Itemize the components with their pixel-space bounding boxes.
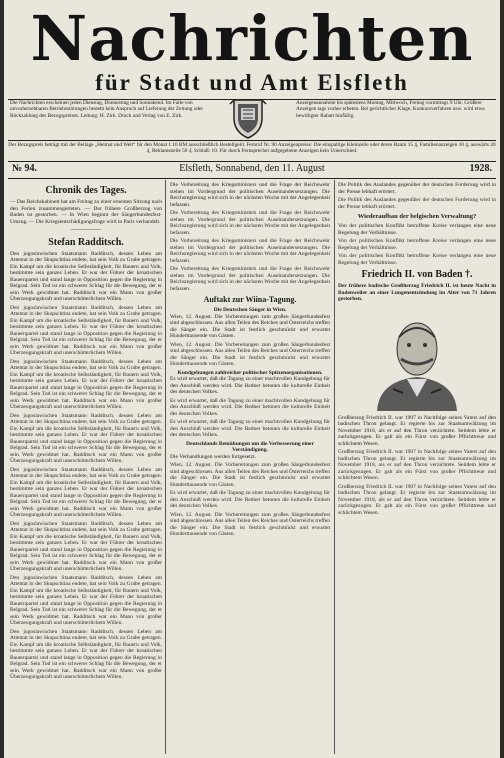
advertising-info: Anzeigenannahme bis spätestens Montag, Mittwoch, Freitag vormittags 9 Uhr. Größere Anzeigen tags vorher erbeten. Bei gerichtlicher Klage, Konkursverfahren usw. wird etwa bewilligter Rabatt hinfällig. [296, 100, 485, 119]
article-text: Großherzog Friedrich II. war 1907 in Nachfolge seines Vaters auf den badischen Thron gelangt. Er regierte bis zur Staatsumwälzung im November 1918, als er auf den Thron verzichtete. Seitdem lebte er zurückgezogen. Er galt als ein Fürst von großer Pflichttreue und schlichtem Wesen. [338, 483, 496, 516]
article-text: Den jugoslawischen Staatsmann Radditsch, dessen Leben am Attentat in der Skupschtina endete, hat sein Volk zu Grabe getragen. Ein Kampf um die kroatische Selbständigkeit, für Bauern und Volk, bestimmte sein ganzes Leben. Er war der Führer der kroatischen Bauernpartei und stand lange in Opposition gegen die Regierung in Belgrad. Sein Tod ist ein schwerer Schlag für die Bewegung, der er sein Werk gewidmet hat. Radditsch war ein Mann von großer Überzeugungskraft und unerschütterlichem Willen. [10, 358, 162, 410]
masthead-subtitle: für Stadt und Amt Elsfleth [95, 70, 409, 95]
article-text: Die Vorbereitung des Kriegsministers und die Frage der Reichswehr stehen im Vordergrund der politischen Auseinandersetzungen. Die Reichsregierung wird sich in der nächsten Woche mit der Angelegenheit befassen. [170, 266, 330, 292]
article-text: Großherzog Friedrich II. war 1907 in Nachfolge seines Vaters auf den badischen Thron gelangt. Er regierte bis zur Staatsumwälzung im November 1918, als er auf den Thron verzichtete. Seitdem lebte er zurückgezogen. Er galt als ein Fürst von großer Pflichttreue und schlichtem Wesen. [338, 414, 496, 447]
subheadline: Die Deutschen Sänger in Wien. [213, 307, 287, 313]
newspaper-page [4, 0, 500, 758]
headline-belgium: Wiederaufbau der belgischen Verwaltung? [357, 213, 477, 220]
article-text: — Das Reichskabinett hat am Freitag zu einer erneuten Sitzung nach den Ferien zusammengetreten. — Der frühere Großherzog von Baden ist gestorben. — In Wien beginnt der Sängerbundesfest-Umzug. — Die Kriegsentschädigungsfrage wird in Paris verhandelt. [10, 199, 162, 225]
divider [8, 161, 496, 162]
article-text: Es wird erwartet, daß die Tagung zu einer machtvollen Kundgebung für den Anschluß werden wird. Die Redner betonen die kulturelle Einheit des deutschen Volkes. [170, 419, 330, 438]
subheadline: Kundgebungen zahlreicher politischer Spitzenorganisationen. [177, 369, 323, 376]
column-left: Chronik des Tages. — Das Reichskabinett hat am Freitag zu einer erneuten Sitzung nach den Ferien zusammengetreten. — Der frühere Großherzog von Baden ist gestorben. — In Wien beginnt der Sängerbundesfest-Umzug. — Die Kriegsentschädigungsfrage wird in Paris verhandelt. ————— Stefan Radditsch. Den jugoslawischen Staatsmann Radditsch, dessen Leben am Attentat in der Skupschtina endete, hat sein Volk zu Grabe getragen. Ein Kampf um die kroatische Selbständigkeit, für Bauern und Volk, bestimmte sein ganzes Leben. Er war der Führer der kroatischen Bauernpartei und stand lange in Opposition gegen die Regierung in Belgrad. Sein Tod ist ein schwerer Schlag für die Bewegung, der er sein Werk gewidmet hat. Radditsch war ein Mann von großer Überzeugungskraft und unerschütterlichem Willen. Den jugoslawischen Staatsmann Radditsch, dessen Leben am Attentat in der Skupschtina endete, hat sein Volk zu Grabe getragen. Ein Kampf um die kroatische Selbständigkeit, für Bauern und Volk, bestimmte sein ganzes Leben. Er war der Führer der kroatischen Bauernpartei und stand lange in Opposition gegen die Regierung in Belgrad. Sein Tod ist ein schwerer Schlag für die Bewegung, der er sein Werk gewidmet hat. Radditsch war ein Mann von großer Überzeugungskraft und unerschütterlichem Willen. Den jugoslawischen Staatsmann Radditsch, dessen Leben am Attentat in der Skupschtina endete, hat sein Volk zu Grabe getragen. Ein Kampf um die kroatische Selbständigkeit, für Bauern und Volk, bestimmte sein ganzes Leben. Er war der Führer der kroatischen Bauernpartei und stand lange in Opposition gegen die Regierung in Belgrad. Sein Tod ist ein schwerer Schlag für die Bewegung, der er sein Werk gewidmet hat. Radditsch war ein Mann von großer Überzeugungskraft und unerschütterlichem Willen. Den jugoslawischen Staatsmann Radditsch, dessen Leben am Attentat in der Skupschtina endete, hat sein Volk zu Grabe getragen. Ein Kampf um die kroatische Selbständigkeit, für Bauern und Volk, bestimmte sein ganzes Leben. Er war der Führer der kroatischen Bauernpartei und stand lange in Opposition gegen die Regierung in Belgrad. Sein Tod ist ein schwerer Schlag für die Bewegung, der er sein Werk gewidmet hat. Radditsch war ein Mann von großer Überzeugungskraft und unerschütterlichem Willen. Den jugoslawischen Staatsmann Radditsch, dessen Leben am Attentat in der Skupschtina endete, hat sein Volk zu Grabe getragen. Ein Kampf um die kroatische Selbständigkeit, für Bauern und Volk, bestimmte sein ganzes Leben. Er war der Führer der kroatischen Bauernpartei und stand lange in Opposition gegen die Regierung in Belgrad. Sein Tod ist ein schwerer Schlag für die Bewegung, der er sein Werk gewidmet hat. Radditsch war ein Mann von großer Überzeugungskraft und unerschütterlichem Willen. Den jugoslawischen Staatsmann Radditsch, dessen Leben am Attentat in der Skupschtina endete, hat sein Volk zu Grabe getragen. Ein Kampf um die kroatische Selbständigkeit, für Bauern und Volk, bestimmte sein ganzes Leben. Er war der Führer der kroatischen Bauernpartei und stand lange in Opposition gegen die Regierung in Belgrad. Sein Tod ist ein schwerer Schlag für die Bewegung, der er sein Werk gewidmet hat. Radditsch war ein Mann von großer Überzeugungskraft und unerschütterlichem Willen. Den jugoslawischen Staatsmann Radditsch, dessen Leben am Attentat in der Skupschtina endete, hat sein Volk zu Grabe getragen. Ein Kampf um die kroatische Selbständigkeit, für Bauern und Volk, bestimmte sein ganzes Leben. Er war der Führer der kroatischen Bauernpartei und stand lange in Opposition gegen die Regierung in Belgrad. Sein Tod ist ein schwerer Schlag für die Bewegung, der er sein Werk gewidmet hat. Radditsch war ein Mann von großer Überzeugungskraft und unerschütterlichem Willen. Den jugoslawischen Staatsmann Radditsch, dessen Leben am Attentat in der Skupschtina endete, hat sein Volk zu Grabe getragen. Ein Kampf um die kroatische Selbständigkeit, für Bauern und Volk, bestimmte sein ganzes Leben. Er war der Führer der kroatischen Bauernpartei und stand lange in Opposition gegen die Regierung in Belgrad. Sein Tod ist ein schwerer Schlag für die Bewegung, der er sein Werk gewidmet hat. Radditsch war ein Mann von großer Überzeugungskraft und unerschütterlichem Willen. [10, 185, 162, 680]
article-text: Die Vorbereitung des Kriegsministers und die Frage der Reichswehr stehen im Vordergrund der politischen Auseinandersetzungen. Die Reichsregierung wird sich in der nächsten Woche mit der Angelegenheit befassen. [170, 182, 330, 208]
article-text: Den jugoslawischen Staatsmann Radditsch, dessen Leben am Attentat in der Skupschtina endete, hat sein Volk zu Grabe getragen. Ein Kampf um die kroatische Selbständigkeit, für Bauern und Volk, bestimmte sein ganzes Leben. Er war der Führer der kroatischen Bauernpartei und stand lange in Opposition gegen die Regierung in Belgrad. Sein Tod ist ein schwerer Schlag für die Bewegung, der er sein Werk gewidmet hat. Radditsch war ein Mann von großer Überzeugungskraft und unerschütterlichem Willen. [10, 250, 162, 302]
divider [8, 140, 496, 141]
article-text: Den jugoslawischen Staatsmann Radditsch, dessen Leben am Attentat in der Skupschtina endete, hat sein Volk zu Grabe getragen. Ein Kampf um die kroatische Selbständigkeit, für Bauern und Volk, bestimmte sein ganzes Leben. Er war der Führer der kroatischen Bauernpartei und stand lange in Opposition gegen die Regierung in Belgrad. Sein Tod ist ein schwerer Schlag für die Bewegung, der er sein Werk gewidmet hat. Radditsch war ein Mann von großer Überzeugungskraft und unerschütterlichem Willen. [10, 466, 162, 518]
article-text: Wien, 12. August. Die Vorbereitungen zum großen Sängerbundesfest sind abgeschlossen. Aus allen Teilen des Reiches und Österreichs treffen die Sänger ein. Die Stadt ist festlich geschmückt und erwartet Hunderttausende von Gästen. [170, 462, 330, 488]
masthead [4, 4, 500, 100]
article-text: Großherzog Friedrich II. war 1907 in Nachfolge seines Vaters auf den badischen Thron gelangt. Er regierte bis zur Staatsumwälzung im November 1918, als er auf den Thron verzichtete. Seitdem lebte er zurückgezogen. Er galt als ein Fürst von großer Pflichttreue und schlichtem Wesen. [338, 449, 496, 481]
publication-info: Die Nachrichten erscheinen jeden Dienstag, Donnerstag und Sonnabend. Im Falle von unvorhersehbaren Betriebsstörungen besteht kein Anspruch auf Lieferung der Zeitung oder Rückzahlung des Bezugspreises. Leitung: H. Zirk. Druck und Verlag von E. Zirk. [10, 100, 204, 119]
column-divider [334, 180, 335, 754]
column-right [338, 182, 496, 518]
masthead-title: Nachrichten [30, 2, 474, 75]
column-middle [170, 182, 330, 540]
article-text: Den jugoslawischen Staatsmann Radditsch, dessen Leben am Attentat in der Skupschtina endete, hat sein Volk zu Grabe getragen. Ein Kampf um die kroatische Selbständigkeit, für Bauern und Volk, bestimmte sein ganzes Leben. Er war der Führer der kroatischen Bauernpartei und stand lange in Opposition gegen die Regierung in Belgrad. Sein Tod ist ein schwerer Schlag für die Bewegung, der er sein Werk gewidmet hat. Radditsch war ein Mann von großer Überzeugungskraft und unerschütterlichem Willen. [10, 628, 162, 680]
article-text: Die Vorbereitung des Kriegsministers und die Frage der Reichswehr stehen im Vordergrund der politischen Auseinandersetzungen. Die Reichsregierung wird sich in der nächsten Woche mit der Angelegenheit befassen. [170, 210, 330, 236]
issue-number: № 94. [12, 163, 38, 174]
coat-of-arms-icon [226, 96, 270, 140]
divider [8, 178, 496, 179]
article-text: Den jugoslawischen Staatsmann Radditsch, dessen Leben am Attentat in der Skupschtina endete, hat sein Volk zu Grabe getragen. Ein Kampf um die kroatische Selbständigkeit, für Bauern und Volk, bestimmte sein ganzes Leben. Er war der Führer der kroatischen Bauernpartei und stand lange in Opposition gegen die Regierung in Belgrad. Sein Tod ist ein schwerer Schlag für die Bewegung, der er sein Werk gewidmet hat. Radditsch war ein Mann von großer Überzeugungskraft und unerschütterlichem Willen. [10, 412, 162, 464]
article-text: Von der politischen Konflikt betroffene Kreise verlangen eine neue Regelung der Verhältnisse. [338, 238, 496, 251]
article-text: Es wird erwartet, daß die Tagung zu einer machtvollen Kundgebung für den Anschluß werden wird. Die Redner betonen die kulturelle Einheit des deutschen Volkes. [170, 397, 330, 417]
headline-vienna: Auftakt zur Wiina-Tagung. [203, 295, 297, 304]
article-text: Wien, 12. August. Die Vorbereitungen zum großen Sängerbundesfest sind abgeschlossen. Aus allen Teilen des Reiches und Österreichs treffen die Sänger ein. Die Stadt ist festlich geschmückt und erwartet Hunderttausende von Gästen. [170, 313, 330, 339]
article-text: Die Verhandlungen werden fortgesetzt. [170, 453, 257, 460]
article-text: Wien, 12. August. Die Vorbereitungen zum großen Sängerbundesfest sind abgeschlossen. Aus allen Teilen des Reiches und Österreichs treffen die Sänger ein. Die Stadt ist festlich geschmückt und erwartet Hunderttausende von Gästen. [170, 341, 330, 367]
subheadline: Deutschlands Bemühungen um die Verbesserung einer Verständigung. [186, 440, 314, 453]
article-text: Den jugoslawischen Staatsmann Radditsch, dessen Leben am Attentat in der Skupschtina endete, hat sein Volk zu Grabe getragen. Ein Kampf um die kroatische Selbständigkeit, für Bauern und Volk, bestimmte sein ganzes Leben. Er war der Führer der kroatischen Bauernpartei und stand lange in Opposition gegen die Regierung in Belgrad. Sein Tod ist ein schwerer Schlag für die Bewegung, der er sein Werk gewidmet hat. Radditsch war ein Mann von großer Überzeugungskraft und unerschütterlichem Willen. [10, 574, 162, 626]
article-text: Es wird erwartet, daß die Tagung zu einer machtvollen Kundgebung für den Anschluß werden wird. Die Redner betonen die kulturelle Einheit des deutschen Volkes. [170, 490, 330, 509]
article-text: Von der politischen Konflikt betroffene Kreise verlangen eine neue Regelung der Verhältnisse. [338, 223, 496, 236]
portrait-image [357, 307, 477, 411]
issue-date: Elsfleth, Sonnabend, den 11. August [179, 163, 325, 174]
article-lead: Der frühere badische Großherzog Friedrich II. ist heute Nacht in Badenweiler an einer Lungenentzündung im Alter von 71 Jahren gestorben. [338, 283, 496, 302]
article-text: Von der politischen Konflikt betroffene Kreise verlangen eine neue Regelung der Verhältnisse. [338, 253, 496, 266]
issue-year: 1928. [469, 163, 492, 174]
article-text: Es wird erwartet, daß die Tagung zu einer machtvollen Kundgebung für den Anschluß werden wird. Die Redner betonen die kulturelle Einheit des deutschen Volkes. [170, 376, 330, 395]
headline-baden: Friedrich II. von Baden †. [361, 269, 473, 280]
article-text: Den jugoslawischen Staatsmann Radditsch, dessen Leben am Attentat in der Skupschtina endete, hat sein Volk zu Grabe getragen. Ein Kampf um die kroatische Selbständigkeit, für Bauern und Volk, bestimmte sein ganzes Leben. Er war der Führer der kroatischen Bauernpartei und stand lange in Opposition gegen die Regierung in Belgrad. Sein Tod ist ein schwerer Schlag für die Bewegung, der er sein Werk gewidmet hat. Radditsch war ein Mann von großer Überzeugungskraft und unerschütterlichem Willen. [10, 304, 162, 356]
article-text: Die Vorbereitung des Kriegsministers und die Frage der Reichswehr stehen im Vordergrund der politischen Auseinandersetzungen. Die Reichsregierung wird sich in der nächsten Woche mit der Angelegenheit befassen. [170, 238, 330, 264]
headline-chronicle: Chronik des Tages. [45, 185, 127, 196]
article-text: Wien, 12. August. Die Vorbereitungen zum großen Sängerbundesfest sind abgeschlossen. Aus allen Teilen des Reiches und Österreichs treffen die Sänger ein. Die Stadt ist festlich geschmückt und erwartet Hunderttausende von Gästen. [170, 511, 330, 537]
dateline [8, 163, 496, 177]
article-text: Den jugoslawischen Staatsmann Radditsch, dessen Leben am Attentat in der Skupschtina endete, hat sein Volk zu Grabe getragen. Ein Kampf um die kroatische Selbständigkeit, für Bauern und Volk, bestimmte sein ganzes Leben. Er war der Führer der kroatischen Bauernpartei und stand lange in Opposition gegen die Regierung in Belgrad. Sein Tod ist ein schwerer Schlag für die Bewegung, der er sein Werk gewidmet hat. Radditsch war ein Mann von großer Überzeugungskraft und unerschütterlichem Willen. [10, 520, 162, 572]
article-text: Die Politik des Auslandes gegenüber der deutschen Forderung wird in der Presse lebhaft erörtert. [338, 182, 496, 195]
headline-radditsch: Stefan Radditsch. [48, 236, 124, 248]
article-text: Die Politik des Auslandes gegenüber der deutschen Forderung wird in der Presse lebhaft erörtert. [338, 197, 496, 210]
column-divider [165, 180, 166, 754]
subscription-notice: Der Bezugspreis beträgt mit der Beilage „Heimat und Welt“ für den Monat 1.10 RM ausschließlich Bestellgeld. Fernruf Nr. 90 Anzeigenpreise: Die einspaltige Kleinzeile oder deren Raum 15 ₰, Familienanzeigen 10 ₰, auswärts 20 ₰, Reklamezeile 50 ₰. Schluß: 10. Für durch Fernsprecher aufgegebene Anzeigen kein Unterschied. [8, 142, 496, 155]
